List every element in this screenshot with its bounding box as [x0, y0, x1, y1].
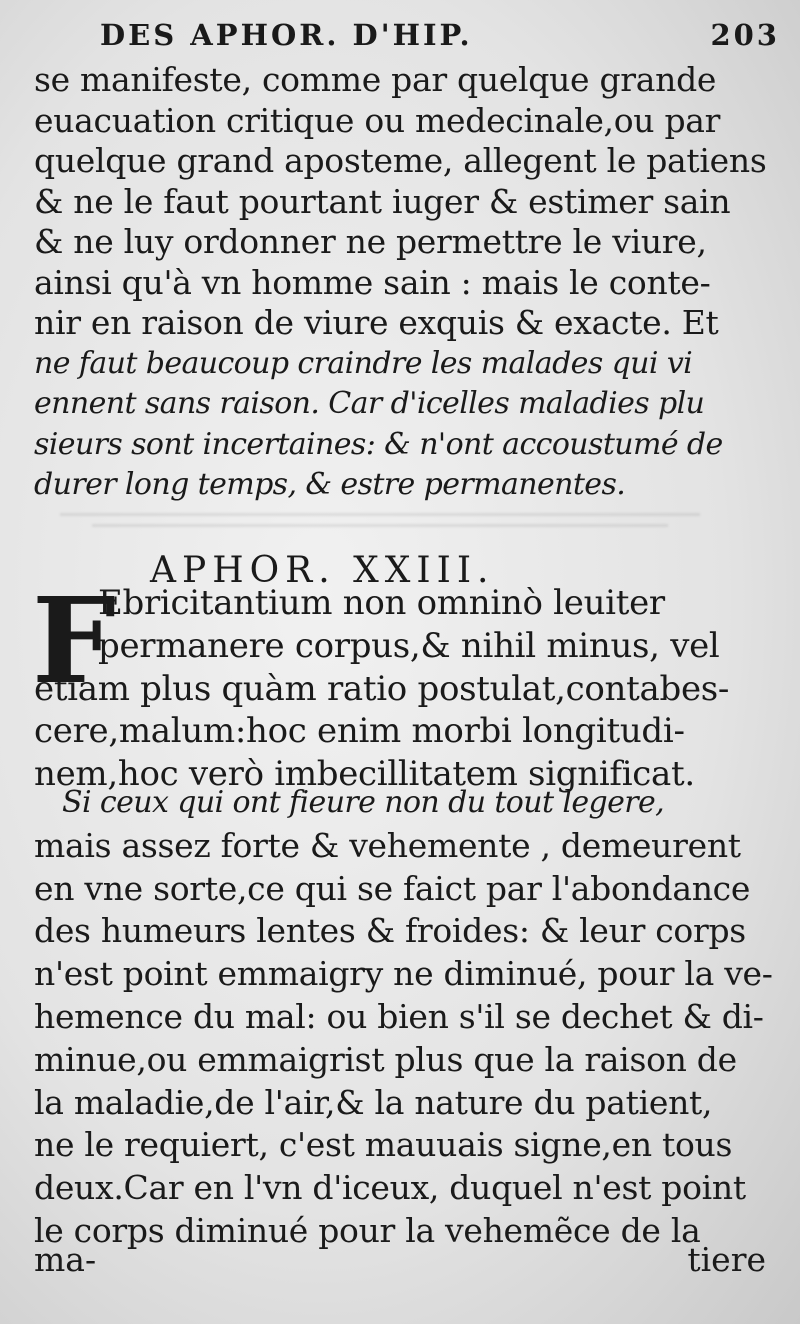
top-paragraph	[34, 60, 766, 506]
french-paragraph	[34, 782, 773, 1253]
text-line: ennent sans raison. Car d'icelles maladies plu	[34, 386, 705, 421]
text-line: le corps diminué pour la vehemẽce de la	[34, 1210, 701, 1250]
text-line: ne faut beaucoup craindre les malades qui vi	[34, 345, 693, 381]
text-line: deux.Car en l'vn d'iceux, duquel n'est point	[34, 1168, 746, 1208]
text-line: nir en raison de viure exquis & exacte. Et	[34, 303, 719, 342]
page-number: 203	[710, 18, 780, 52]
text-line: mais assez forte & vehemente , demeurent	[34, 825, 741, 865]
text-line: durer long temps, & estre permanentes.	[34, 467, 626, 502]
text-line: des humeurs lentes & froides: & leur corps	[34, 911, 746, 951]
text-line: sieurs sont incertaines: & n'ont accoustumé de	[34, 426, 723, 462]
show-through-text	[60, 505, 700, 545]
drop-cap: F	[32, 571, 116, 710]
text-line: minue,ou emmaigrist plus que la raison de	[34, 1039, 737, 1079]
text-line: nem,hoc verò imbecillitatem significat.	[34, 754, 695, 795]
text-line: en vne sorte,ce qui se faict par l'abondance	[34, 868, 751, 908]
text-line: etiam plus quàm ratio postulat,contabes-	[34, 668, 730, 709]
text-line: Si ceux qui ont fieure non du tout legere,	[62, 785, 665, 820]
text-line: la maladie,de l'air,& la nature du patient,	[34, 1082, 713, 1122]
text-line: se manifeste, comme par quelque grande	[34, 60, 717, 99]
text-line: quelque grand aposteme, allegent le patiens	[34, 141, 767, 180]
catchword: tiere	[687, 1240, 766, 1279]
text-line: & ne luy ordonner ne permettre le viure,	[34, 222, 707, 261]
text-line: ne le requiert, c'est mauuais signe,en tous	[34, 1125, 733, 1165]
text-line: hemence du mal: ou bien s'il se dechet & di-	[34, 996, 764, 1036]
running-head	[100, 18, 780, 54]
running-head-title: DES APHOR. D'HIP.	[100, 18, 473, 52]
text-line: ainsi qu'à vn homme sain : mais le conte-	[34, 262, 711, 302]
text-line: Ebricitantium non omninò leuiter	[98, 583, 665, 623]
aphorism-heading: APHOR. XXIII.	[150, 550, 495, 591]
catchline-left: ma-	[34, 1240, 97, 1279]
text-line: cere,malum:hoc enim morbi longitudi-	[34, 711, 685, 752]
latin-paragraph	[32, 571, 766, 796]
text-line: permanere corpus,& nihil minus, vel	[98, 625, 720, 666]
text-line: & ne le faut pourtant iuger & estimer sain	[34, 181, 731, 221]
text-line: n'est point emmaigry ne diminué, pour la ve-	[34, 954, 773, 994]
text-line: euacuation critique ou medecinale,ou par	[34, 100, 721, 140]
catchline	[34, 1240, 766, 1280]
